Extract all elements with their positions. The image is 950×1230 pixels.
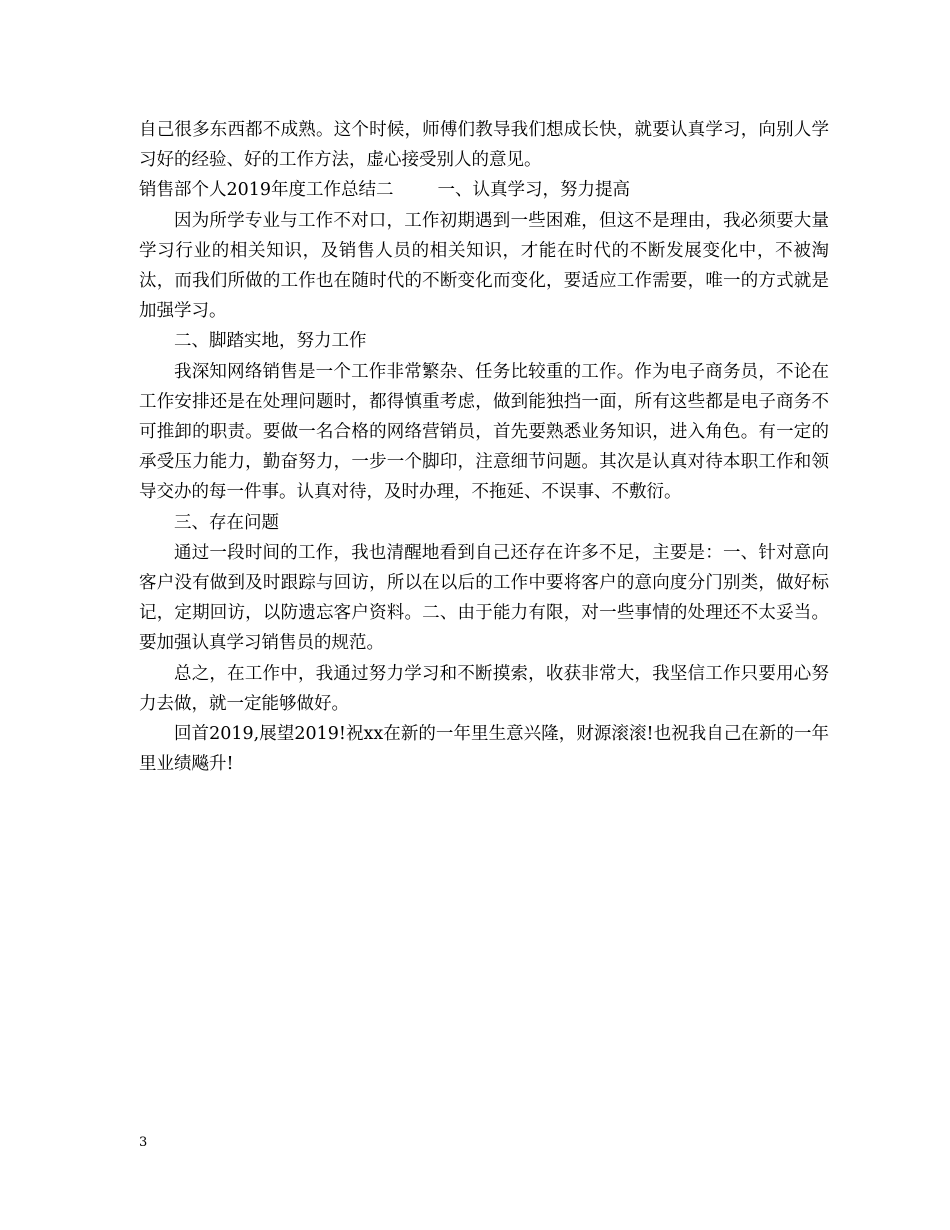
heading-study: 一、认真学习，努力提高 [437,180,631,201]
paragraph-summary: 总之，在工作中，我通过努力学习和不断摸索，收获非常大，我坚信工作只要用心努力去做，就一定能够做好。 [139,663,829,714]
paragraph-work: 我深知网络销售是一个工作非常繁杂、任务比较重的工作。作为电子商务员，不论在工作安排还是在处理问题时，都得慎重考虑，做到能独挡一面，所有这些都是电子商务不可推卸的职责。要做一名合格的网络营销员，首先要熟悉业务知识，进入角色。有一定的承受压力能力，勤奋努力，一步一个脚印，注意细节问题。其次是认真对待本职工作和领导交办的每一件事。认真对待，及时办理，不拖延、不误事、不敷衍。 [139,361,829,503]
page-number: 3 [139,1135,148,1150]
section-title-line [139,175,829,205]
document-body [139,115,829,779]
heading-problems: 三、存在问题 [174,512,279,533]
paragraph-closing: 回首2019,展望2019!祝xx在新的一年里生意兴隆，财源滚滚!也祝我自己在新的一年里业绩飚升! [139,724,829,775]
paragraph-study: 因为所学专业与工作不对口，工作初期遇到一些困难，但这不是理由，我必须要大量学习行业的相关知识，及销售人员的相关知识，才能在时代的不断发展变化中，不被淘汰，而我们所做的工作也在随时代的不断变化而变化，要适应工作需要，唯一的方式就是加强学习。 [139,210,829,322]
paragraph-problems: 通过一段时间的工作，我也清醒地看到自己还存在许多不足，主要是：一、针对意向客户没有做到及时跟踪与回访，所以在以后的工作中要将客户的意向度分门别类，做好标记，定期回访，以防遗忘客户资料。二、由于能力有限，对一些事情的处理还不太妥当。要加强认真学习销售员的规范。 [139,542,829,654]
paragraph-continuation: 自己很多东西都不成熟。这个时候，师傅们教导我们想成长快，就要认真学习，向别人学习好的经验、好的工作方法，虚心接受别人的意见。 [139,120,829,171]
section-title: 销售部个人2019年度工作总结二 [139,180,394,201]
heading-work: 二、脚踏实地，努力工作 [174,331,367,352]
